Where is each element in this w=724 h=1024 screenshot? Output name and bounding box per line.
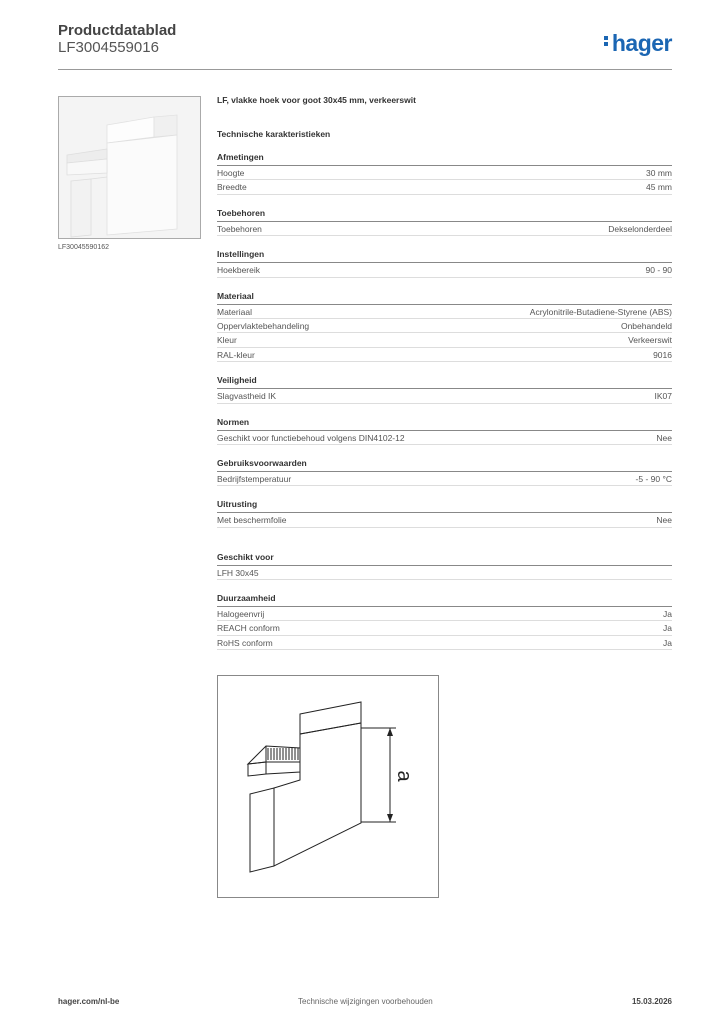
spec-label: Bedrijfstemperatuur xyxy=(217,473,292,484)
section-title: Uitrusting xyxy=(217,499,672,513)
spec-label: Slagvastheid IK xyxy=(217,391,277,402)
section-title: Materiaal xyxy=(217,291,672,305)
section-normen xyxy=(217,417,672,445)
section-uitrusting xyxy=(217,499,672,527)
section-duurzaamheid xyxy=(217,593,672,650)
section-title: Duurzaamheid xyxy=(217,593,672,607)
spec-row xyxy=(217,222,672,236)
spec-label: Hoekbereik xyxy=(217,265,260,276)
spec-label: Toebehoren xyxy=(217,223,262,234)
spec-label: Breedte xyxy=(217,182,247,193)
section-title: Afmetingen xyxy=(217,152,672,166)
spec-value: Ja xyxy=(663,623,672,634)
spec-row xyxy=(217,348,672,362)
spec-value: -5 - 90 °C xyxy=(635,473,672,484)
section-afmetingen xyxy=(217,152,672,195)
product-name: LF, vlakke hoek voor goot 30x45 mm, verkeerswit xyxy=(217,95,416,105)
spec-label: RAL-kleur xyxy=(217,349,255,360)
spec-value: Acrylonitrile-Butadiene-Styrene (ABS) xyxy=(529,306,672,317)
spec-row xyxy=(217,566,672,580)
document-title: Productdatablad xyxy=(58,22,177,39)
product-photo-illustration xyxy=(59,97,201,239)
spec-label: REACH conform xyxy=(217,623,280,634)
spec-content xyxy=(217,95,672,684)
footer-disclaimer: Technische wijzigingen voorbehouden xyxy=(298,997,433,1006)
section-title: Instellingen xyxy=(217,249,672,263)
spec-label: Met beschermfolie xyxy=(217,515,287,526)
spec-label: RoHS conform xyxy=(217,637,273,648)
section-geschikt-voor xyxy=(217,552,672,580)
spec-label: Materiaal xyxy=(217,306,252,317)
spec-row xyxy=(217,263,672,277)
spec-value: Verkeerswit xyxy=(628,335,672,346)
spec-row xyxy=(217,431,672,445)
spec-value: Onbehandeld xyxy=(620,320,672,331)
spec-label: Geschikt voor functiebehoud volgens DIN4102-12 xyxy=(217,432,405,443)
section-title: Toebehoren xyxy=(217,208,672,222)
spec-label: Kleur xyxy=(217,335,237,346)
photo-caption: LF30045590162 xyxy=(58,244,109,251)
product-code: LF3004559016 xyxy=(58,39,159,56)
spec-row xyxy=(217,319,672,333)
section-toebehoren xyxy=(217,208,672,236)
spec-label: Oppervlaktebehandeling xyxy=(217,320,310,331)
section-materiaal xyxy=(217,291,672,363)
section-title: Gebruiksvoorwaarden xyxy=(217,458,672,472)
logo-text: hager xyxy=(611,30,672,56)
section-veiligheid xyxy=(217,375,672,403)
spec-label: LFH 30x45 xyxy=(217,567,259,578)
spec-row xyxy=(217,621,672,635)
spec-row xyxy=(217,166,672,180)
spec-row xyxy=(217,472,672,486)
dimension-label: a xyxy=(393,770,415,782)
spec-value: 9016 xyxy=(653,349,672,360)
section-title: Geschikt voor xyxy=(217,552,672,566)
spec-row xyxy=(217,636,672,650)
spec-row xyxy=(217,513,672,527)
technical-drawing xyxy=(217,675,439,898)
footer-date: 15.03.2026 xyxy=(631,997,672,1006)
spec-value: Ja xyxy=(663,609,672,620)
logo-dots-icon xyxy=(604,34,610,48)
spec-value: 30 mm xyxy=(646,168,672,178)
tech-title: Technische karakteristieken xyxy=(217,129,331,139)
spec-label: Halogeenvrij xyxy=(217,609,265,620)
section-title: Normen xyxy=(217,417,672,431)
header-divider xyxy=(58,69,672,70)
spec-row xyxy=(217,305,672,319)
spec-value: 45 mm xyxy=(646,182,672,193)
spec-value: Ja xyxy=(663,637,672,648)
spec-value: Dekselonderdeel xyxy=(608,223,672,234)
spec-value: 90 - 90 xyxy=(645,265,672,276)
spec-value: IK07 xyxy=(654,391,672,402)
section-title: Veiligheid xyxy=(217,375,672,389)
product-photo xyxy=(58,96,201,239)
spec-value: Nee xyxy=(656,432,672,443)
technical-drawing-illustration xyxy=(218,676,438,897)
footer-website: hager.com/nl-be xyxy=(58,997,120,1006)
section-gebruiksvoorwaarden xyxy=(217,458,672,486)
section-instellingen xyxy=(217,249,672,277)
spec-label: Hoogte xyxy=(217,168,245,178)
spec-value: Nee xyxy=(656,515,672,526)
spec-row xyxy=(217,389,672,403)
hager-logo xyxy=(604,30,672,57)
spec-row xyxy=(217,607,672,621)
spec-row xyxy=(217,333,672,347)
spec-row xyxy=(217,180,672,194)
